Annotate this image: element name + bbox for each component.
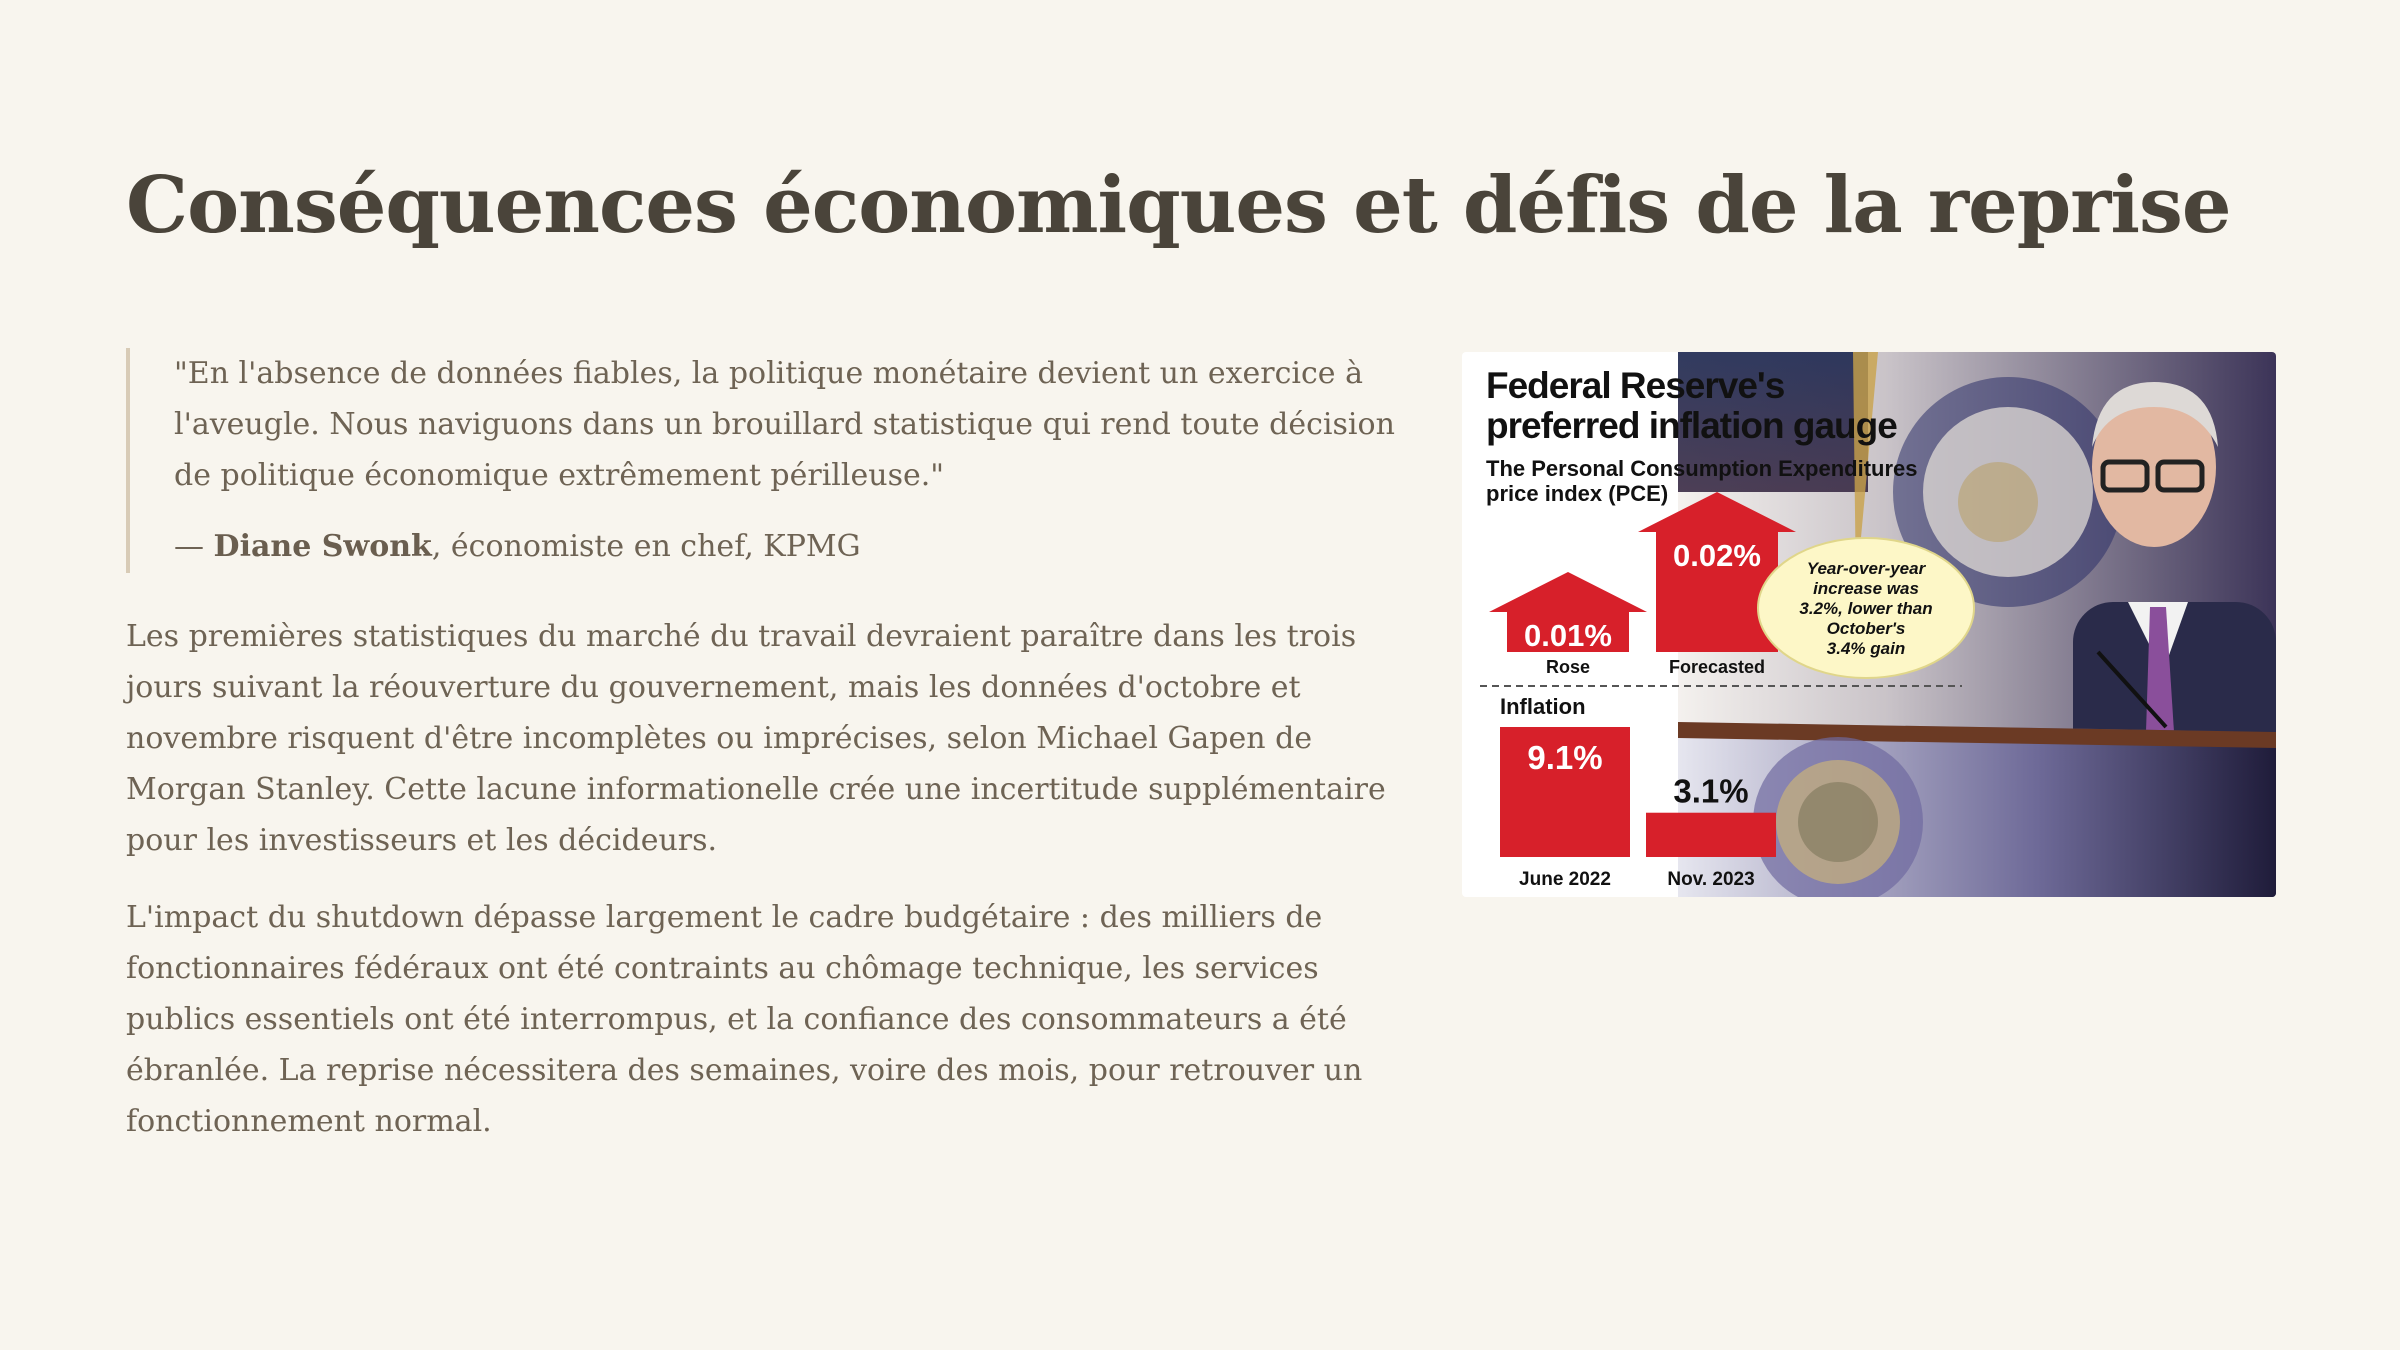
inflation-bar-1 [1646, 813, 1776, 857]
quote-author-role: , économiste en chef, KPMG [431, 529, 861, 564]
callout-text: Year-over-year [1806, 559, 1926, 578]
article-body [126, 348, 1396, 1173]
inflation-infographic [1462, 352, 2276, 897]
inflation-value-label: 9.1% [1527, 739, 1603, 776]
callout-text: increase was [1813, 579, 1919, 598]
pce-chart [1462, 352, 2022, 897]
arrow-category-label: Rose [1545, 657, 1591, 677]
arrow-value-label: 0.01% [1524, 618, 1612, 653]
infographic-title: Federal Reserve's preferred inflation gauge [1486, 365, 1897, 446]
quote-attribution [174, 527, 1396, 573]
inflation-category-label: June 2022 [1519, 869, 1611, 890]
quote-author: Diane Swonk [213, 529, 432, 564]
callout-text: October's [1826, 619, 1906, 638]
page-title: Conséquences économiques et défis de la reprise [126, 160, 2231, 251]
paragraph-1: Les premières statistiques du marché du travail devraient paraître dans les trois jours suivant la réouverture du gouvernement, mais les données d'octobre et novembre risquent d'être incomplètes ou imprécises, selon Michael Gapen de Morgan Stanley. Cette lacune informationelle crée une incertitude supplémentaire pour les investisseurs et les décideurs. [126, 619, 1386, 858]
quote-dash: — [174, 529, 214, 564]
inflation-value-label: 3.1% [1673, 772, 1749, 810]
callout-text: 3.4% gain [1826, 639, 1906, 658]
pull-quote [126, 348, 1396, 573]
infographic-subtitle: The Personal Consumption Expenditures price index (PCE) [1486, 456, 1918, 506]
quote-text: "En l'absence de données fiables, la politique monétaire devient un exercice à l'aveugle. Nous naviguons dans un brouillard statistique qui rend toute décision de politique économique extrêmement périlleuse." [174, 356, 1395, 493]
inflation-label: Inflation [1500, 694, 1586, 719]
inflation-category-label: Nov. 2023 [1667, 869, 1755, 890]
arrow-category-label: Forecasted [1668, 657, 1766, 677]
arrow-value-label: 0.02% [1673, 538, 1761, 573]
callout-text: 3.2%, lower than [1799, 599, 1933, 618]
paragraph-2: L'impact du shutdown dépasse largement le cadre budgétaire : des milliers de fonctionnaires fédéraux ont été contraints au chômage technique, les services publics essentiels ont été interrompus, et la confiance des consommateurs a été ébranlée. La reprise nécessitera des semaines, voire des mois, pour retrouver un fonctionnement normal. [126, 900, 1363, 1139]
